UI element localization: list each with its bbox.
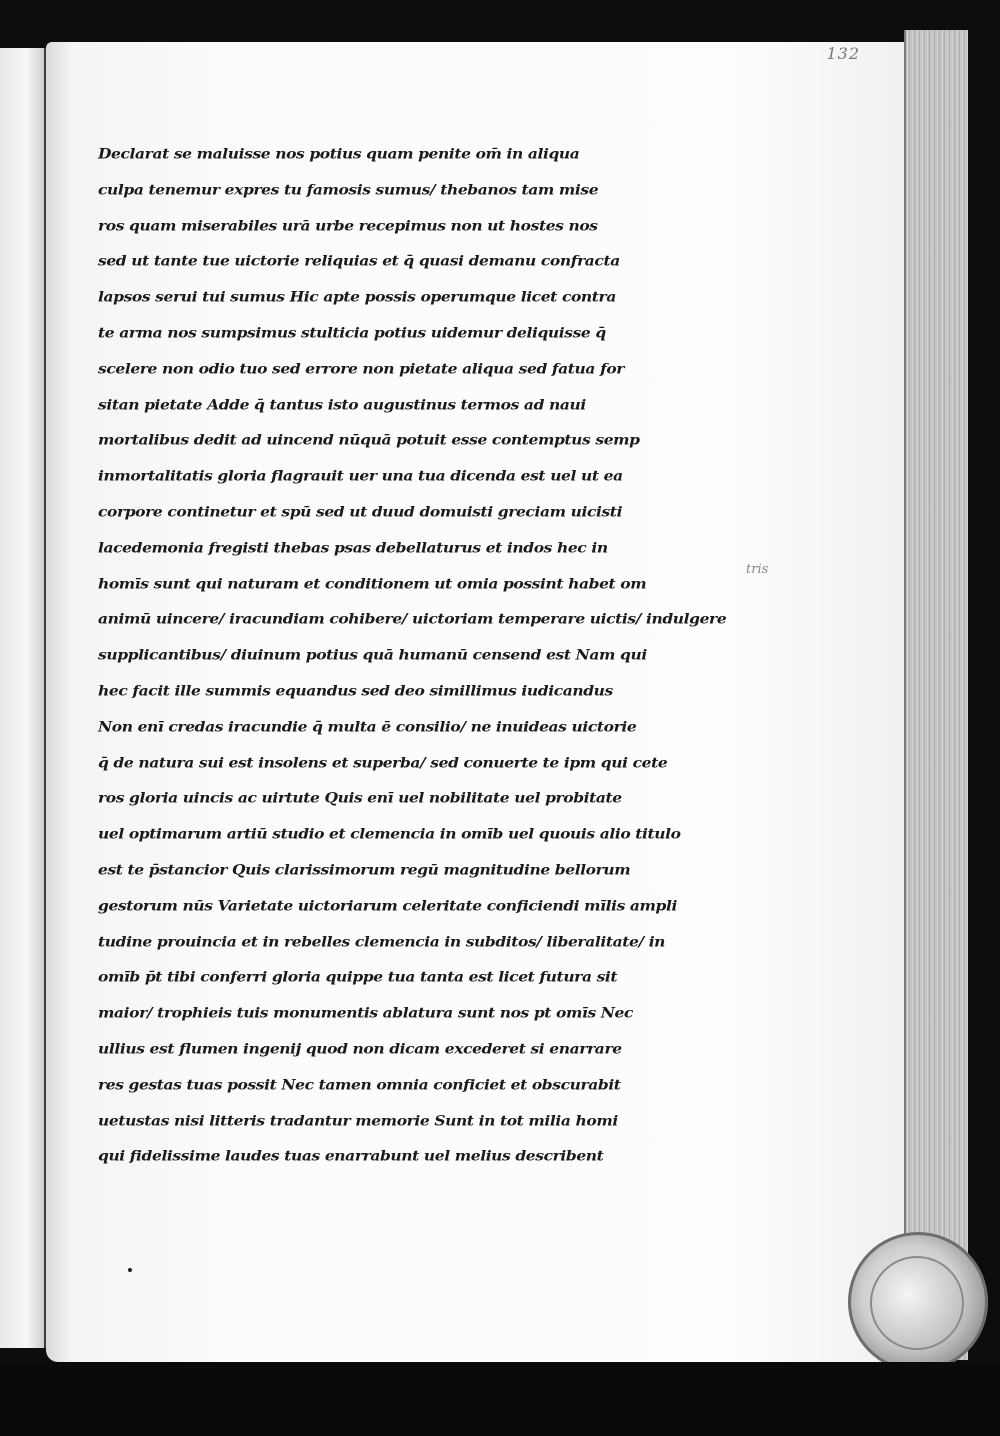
text-line: mortalibus dedit ad uincend nūquā potuit esse contemptus semp: [98, 431, 640, 449]
book-fore-edge: [904, 30, 968, 1360]
text-line: corpore continetur et spū sed ut duud domuisti greciam uicisti: [98, 502, 623, 521]
text-line: gestorum nūs Varietate uictoriarum celeritate conficiendi mīlis ampli: [98, 896, 677, 915]
text-line: tudine prouincia et in rebelles clemencia in subditos/ liberalitate/ in: [98, 932, 666, 950]
text-line: sed ut tante tue uictorie reliquias et q̄ quasi demanu confracta: [98, 252, 620, 270]
text-line: ros quam miserabiles urā urbe recepimus non ut hostes nos: [98, 216, 598, 234]
text-line: lapsos serui tui sumus Hic apte possis operumque licet contra: [98, 287, 616, 306]
ink-dot: [128, 1268, 132, 1272]
text-line: est te p̄stancior Quis clarissimorum regū magnitudine bellorum: [98, 860, 631, 879]
text-line: ullius est flumen ingenij quod non dicam excederet si enarrare: [98, 1039, 622, 1058]
text-line: sitan pietate Adde q̄ tantus isto augustinus termos ad naui: [98, 395, 586, 413]
text-line: q̄ de natura sui est insolens et superba/ sed conuerte te ipm qui cete: [98, 753, 668, 771]
text-line: homīs sunt qui naturam et conditionem ut omia possint habet om: [98, 574, 647, 592]
text-line: te arma nos sumpsimus stulticia potius uidemur deliquisse q̄: [98, 323, 606, 342]
text-line: res gestas tuas possit Nec tamen omnia conficiet et obscurabit: [98, 1075, 621, 1093]
text-line: hec facit ille summis equandus sed deo simillimus iudicandus: [98, 681, 613, 700]
text-line: supplicantibus/ diuinum potius quā humanū censend est Nam qui: [98, 645, 647, 664]
margin-annotation: tris: [746, 562, 769, 577]
folio-number: 132: [826, 44, 860, 63]
text-line: uel optimarum artiū studio et clemencia in omīb uel quouis alio titulo: [98, 824, 681, 843]
text-line: maior/ trophieis tuis monumentis ablatura sunt nos pt omīs Nec: [98, 1003, 634, 1022]
text-block: [98, 136, 727, 1174]
text-line: ros gloria uincis ac uirtute Quis enī uel nobilitate uel probitate: [98, 789, 622, 807]
scan-background: [0, 1362, 1000, 1436]
text-line: scelere non odio tuo sed errore non pietate aliqua sed fatua for: [98, 359, 625, 378]
text-line: Declarat se maluisse nos potius quam penite om̄ in aliqua: [98, 144, 580, 163]
text-line: omīb p̄t tibi conferri gloria quippe tua tanta est licet futura sit: [98, 968, 618, 986]
text-line: animū uincere/ iracundiam cohibere/ uictoriam temperare uictis/ indulgere: [98, 610, 727, 628]
wax-seal: [848, 1232, 988, 1372]
text-line: Non enī credas iracundie q̄ multa ē consilio/ ne inuideas uictorie: [98, 717, 637, 736]
text-line: inmortalitatis gloria flagrauit uer una tua dicenda est uel ut ea: [98, 466, 623, 485]
text-line: lacedemonia fregisti thebas psas debellaturus et indos hec in: [98, 538, 608, 557]
text-line: qui fidelissime laudes tuas enarrabunt uel melius describent: [98, 1147, 604, 1165]
seal-impression: [870, 1256, 964, 1350]
text-line: uetustas nisi litteris tradantur memorie Sunt in tot milia homi: [98, 1111, 618, 1129]
text-line: culpa tenemur expres tu famosis sumus/ thebanos tam mise: [98, 180, 599, 199]
facing-page-edge: [0, 48, 46, 1348]
